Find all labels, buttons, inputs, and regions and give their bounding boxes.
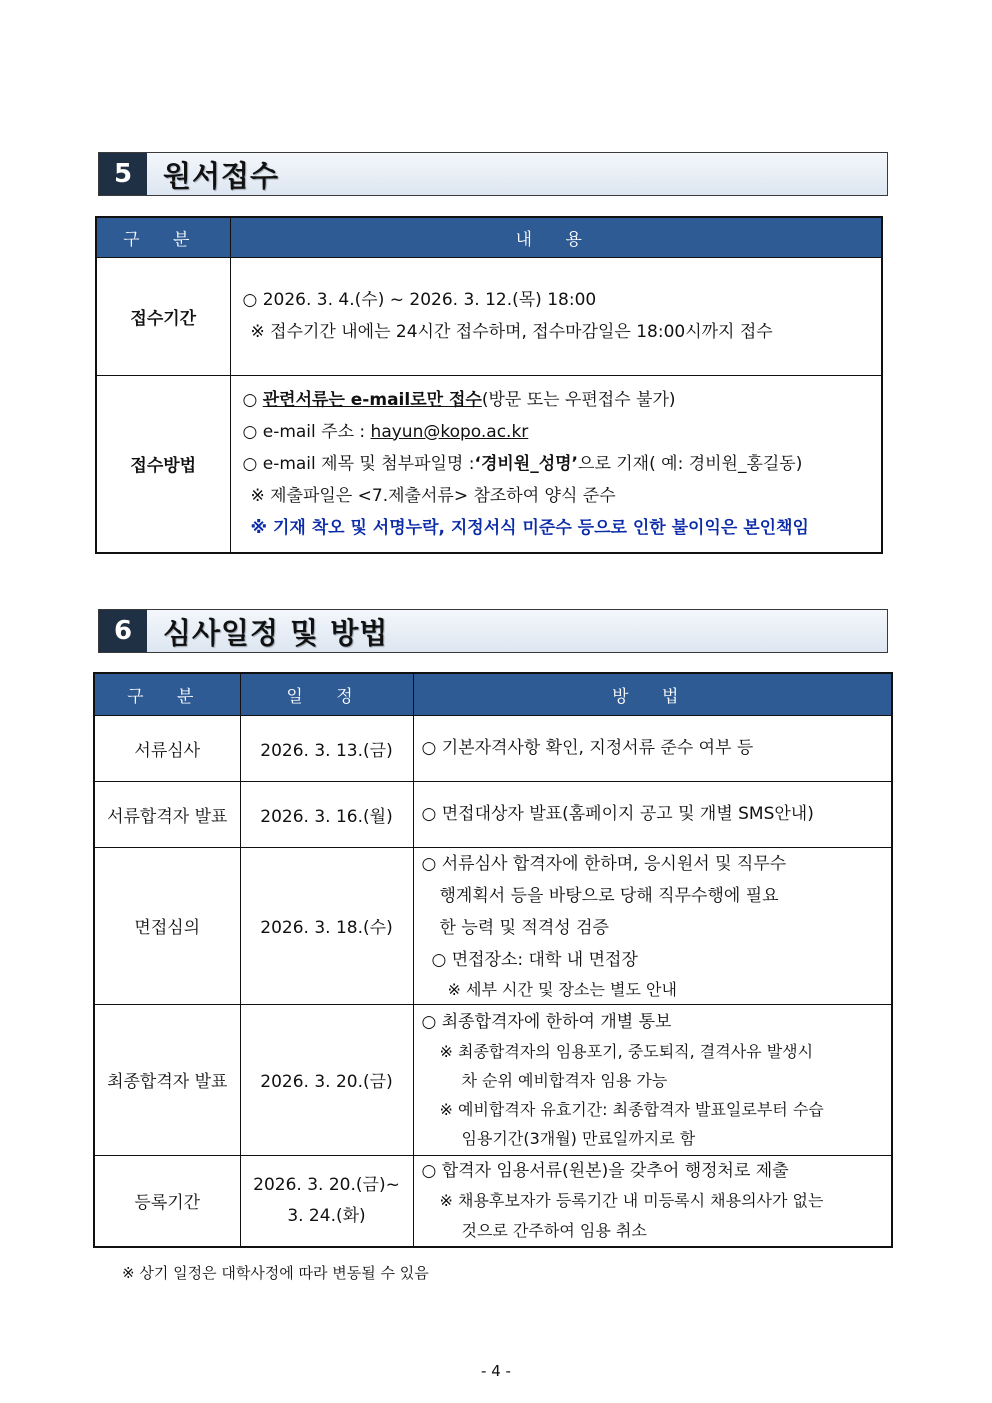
section-5-title: 원서접수: [163, 158, 280, 193]
header-content: 내 용: [230, 217, 882, 257]
schedule-table: [93, 672, 893, 1248]
row-label: 최종합격자 발표: [94, 1004, 240, 1155]
page-number: - 4 -: [481, 1362, 511, 1380]
method-line-4: ※ 제출파일은 <7.제출서류> 참조하여 양식 준수: [250, 485, 616, 506]
row-line: ※ 최종합격자의 임용포기, 중도퇴직, 결격사유 발생시: [439, 1041, 814, 1061]
section-5-header: [98, 152, 888, 196]
section-6-header: [98, 609, 888, 653]
row-line: 임용기간(3개월) 만료일까지로 함: [461, 1128, 696, 1148]
method-line-2: ○ e-mail 주소 : hayun@kopo.ac.kr: [242, 421, 529, 442]
row-line: ○ 서류심사 합격자에 한하며, 응시원서 및 직무수: [421, 853, 787, 874]
schedule-note: ※ 상기 일정은 대학사정에 따라 변동될 수 있음: [122, 1264, 429, 1282]
table-row: [94, 781, 892, 847]
row-line: ○ 면접장소: 대학 내 면접장: [431, 949, 638, 970]
row-line: ※ 예비합격자 유효기간: 최종합격자 발표일로부터 수습: [439, 1099, 824, 1119]
row-label: 서류합격자 발표: [94, 781, 240, 847]
header-date: 일 정: [240, 673, 413, 715]
table-row: [94, 1004, 892, 1155]
row-date: 2026. 3. 18.(수): [240, 847, 413, 1004]
table-row: [94, 1155, 892, 1247]
row-line: ○ 면접대상자 발표(홈페이지 공고 및 개별 SMS안내): [421, 804, 814, 824]
row-line: 차 순위 예비합격자 임용 가능: [461, 1070, 668, 1090]
period-line-2: ※ 접수기간 내에는 24시간 접수하며, 접수마감일은 18:00시까지 접수: [250, 322, 773, 342]
row-label: 서류심사: [94, 715, 240, 781]
header-category: 구 분: [96, 217, 230, 257]
row-date: 2026. 3. 20.(금): [240, 1004, 413, 1155]
header-category: 구 분: [94, 673, 240, 715]
row-line: ○ 최종합격자에 한하여 개별 통보: [421, 1011, 672, 1032]
method-line-3: ○ e-mail 제목 및 첨부파일명 :‘경비원_성명’으로 기재( 예: 경비원_홍길동): [242, 453, 803, 474]
row-date: 2026. 3. 20.(금)~ 3. 24.(화): [240, 1155, 413, 1247]
row-line: 것으로 간주하여 임용 취소: [461, 1220, 647, 1240]
row-line: 행계획서 등을 바탕으로 당해 직무수행에 필요: [439, 885, 779, 906]
row-line: ○ 합격자 임용서류(원본)을 갖추어 행정처로 제출: [421, 1160, 789, 1181]
header-method: 방 법: [413, 673, 892, 715]
row-label: 등록기간: [94, 1155, 240, 1247]
email-link[interactable]: hayun@kopo.ac.kr: [370, 421, 529, 442]
row-date: 2026. 3. 16.(월): [240, 781, 413, 847]
row-line: ※ 채용후보자가 등록기간 내 미등록시 채용의사가 없는: [439, 1190, 824, 1210]
method-label: 접수방법: [96, 375, 230, 553]
row-line: ※ 세부 시간 및 장소는 별도 안내: [447, 979, 677, 999]
row-date: 2026. 3. 13.(금): [240, 715, 413, 781]
row-label: 면접심의: [94, 847, 240, 1004]
section-6-number: 6: [99, 610, 147, 652]
row-line: 한 능력 및 적격성 검증: [439, 917, 609, 938]
period-label: 접수기간: [96, 257, 230, 375]
section-5-number: 5: [99, 153, 147, 195]
application-table: [95, 216, 883, 554]
method-line-1: ○ 관련서류는 e-mail로만 접수(방문 또는 우편접수 불가): [242, 389, 676, 410]
row-line: ○ 기본자격사항 확인, 지정서류 준수 여부 등: [421, 738, 754, 758]
period-line-1: ○ 2026. 3. 4.(수) ~ 2026. 3. 12.(목) 18:00: [242, 290, 597, 310]
table-row: [94, 715, 892, 781]
section-6-title: 심사일정 및 방법: [163, 615, 389, 650]
table-row: [94, 847, 892, 1004]
method-line-5: ※ 기재 착오 및 서명누락, 지정서식 미준수 등으로 인한 불이익은 본인책임: [250, 517, 809, 538]
